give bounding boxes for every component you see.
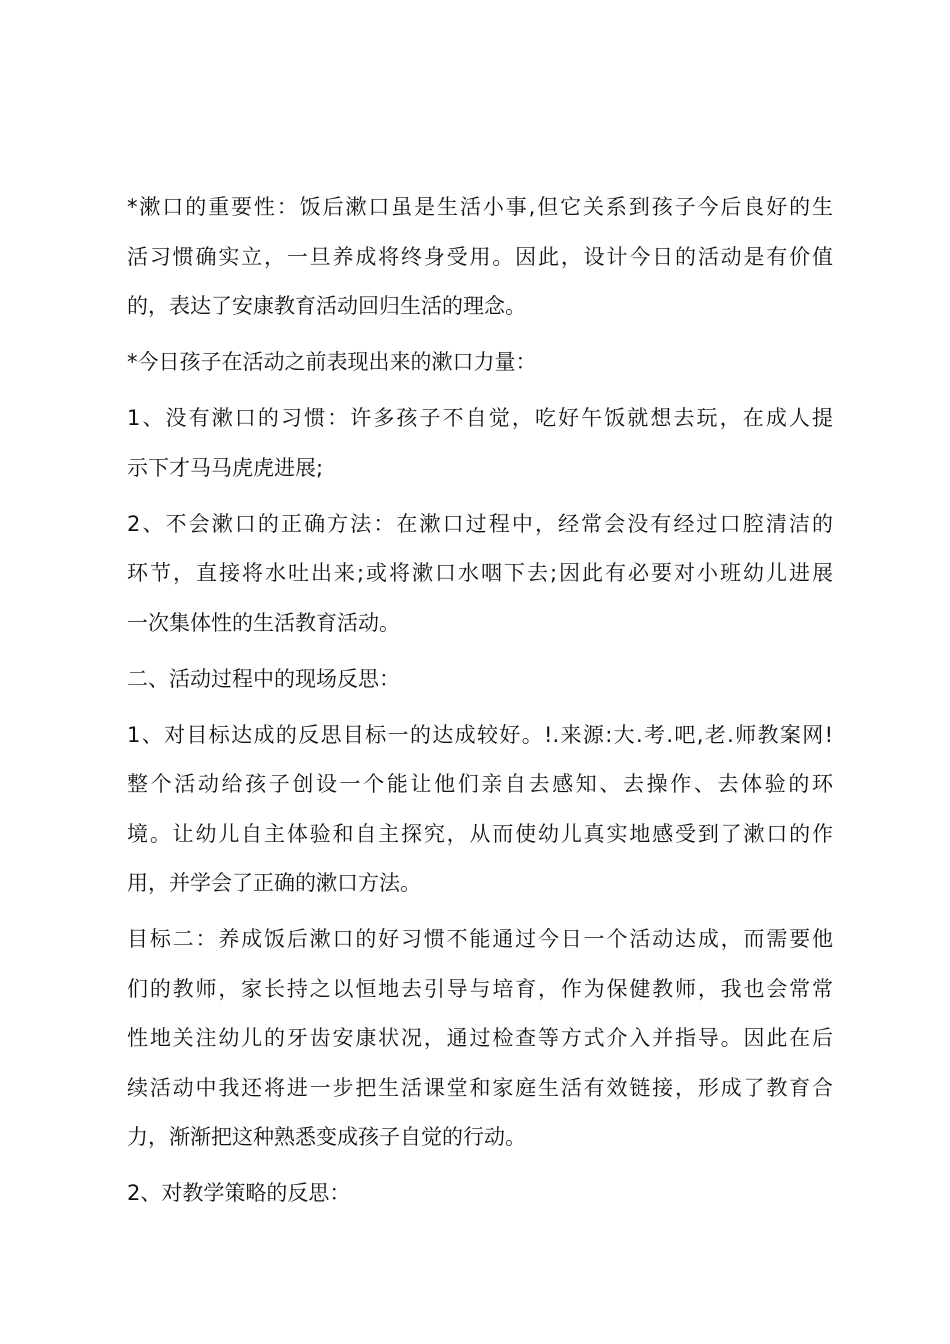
paragraph-importance	[127, 183, 833, 332]
text-line: 一次集体性的生活教育活动。	[127, 610, 400, 635]
text-line: 用，并学会了正确的漱口方法。	[127, 871, 421, 895]
text-line: 2、对教学策略的反思：	[127, 1181, 351, 1205]
paragraph-strategy-heading	[127, 1169, 833, 1219]
text-line: 示下才马马虎虎进展;	[127, 455, 324, 480]
section-heading	[127, 655, 833, 705]
text-line: 二、活动过程中的现场反思：	[127, 666, 400, 691]
text-line: 目标二：养成饭后漱口的好习惯不能通过今日一个活动达成，而需要他	[127, 927, 833, 951]
text-line: 性地关注幼儿的牙齿安康状况，通过检查等方式介入并指导。因此在后	[127, 1026, 833, 1050]
text-line: 整个活动给孩子创设一个能让他们亲自去感知、去操作、去体验的环	[127, 772, 833, 796]
text-line: 1、对目标达成的反思目标一的达成较好。!.来源:大.考.吧,老.师教案网!	[127, 722, 833, 747]
paragraph-goal-two	[127, 915, 833, 1163]
text-line: 环节，直接将水吐出来;或将漱口水咽下去;因此有必要对小班幼儿进展	[127, 561, 833, 585]
text-line: 力，渐渐把这种熟悉变成孩子自觉的行动。	[127, 1125, 526, 1149]
text-line: 活习惯确实立，一旦养成将终身受用。因此，设计今日的活动是有价值	[127, 244, 833, 269]
text-line: *漱口的重要性：饭后漱口虽是生活小事,但它关系到孩子今后良好的生	[127, 195, 833, 219]
text-line: 续活动中我还将进一步把生活课堂和家庭生活有效链接，形成了教育合	[127, 1075, 833, 1100]
text-line: 们的教师，家长持之以恒地去引导与培育，作为保健教师，我也会常常	[127, 976, 833, 1001]
text-line: 2、不会漱口的正确方法：在漱口过程中，经常会没有经过口腔清洁的	[127, 511, 833, 536]
paragraph-point-2	[127, 500, 833, 649]
text-line: 1、没有漱口的习惯：许多孩子不自觉，吃好午饭就想去玩，在成人提	[127, 406, 833, 430]
paragraph-goal-reflection	[127, 711, 833, 909]
text-line: *今日孩子在活动之前表现出来的漱口力量：	[127, 350, 537, 374]
paragraph-point-1	[127, 394, 833, 493]
text-line: 境。让幼儿自主体验和自主探究，从而使幼儿真实地感受到了漱口的作	[127, 821, 833, 846]
paragraph-ability-intro	[127, 338, 833, 388]
text-line: 的，表达了安康教育活动回归生活的理念。	[127, 294, 526, 318]
document-body	[127, 183, 833, 1225]
